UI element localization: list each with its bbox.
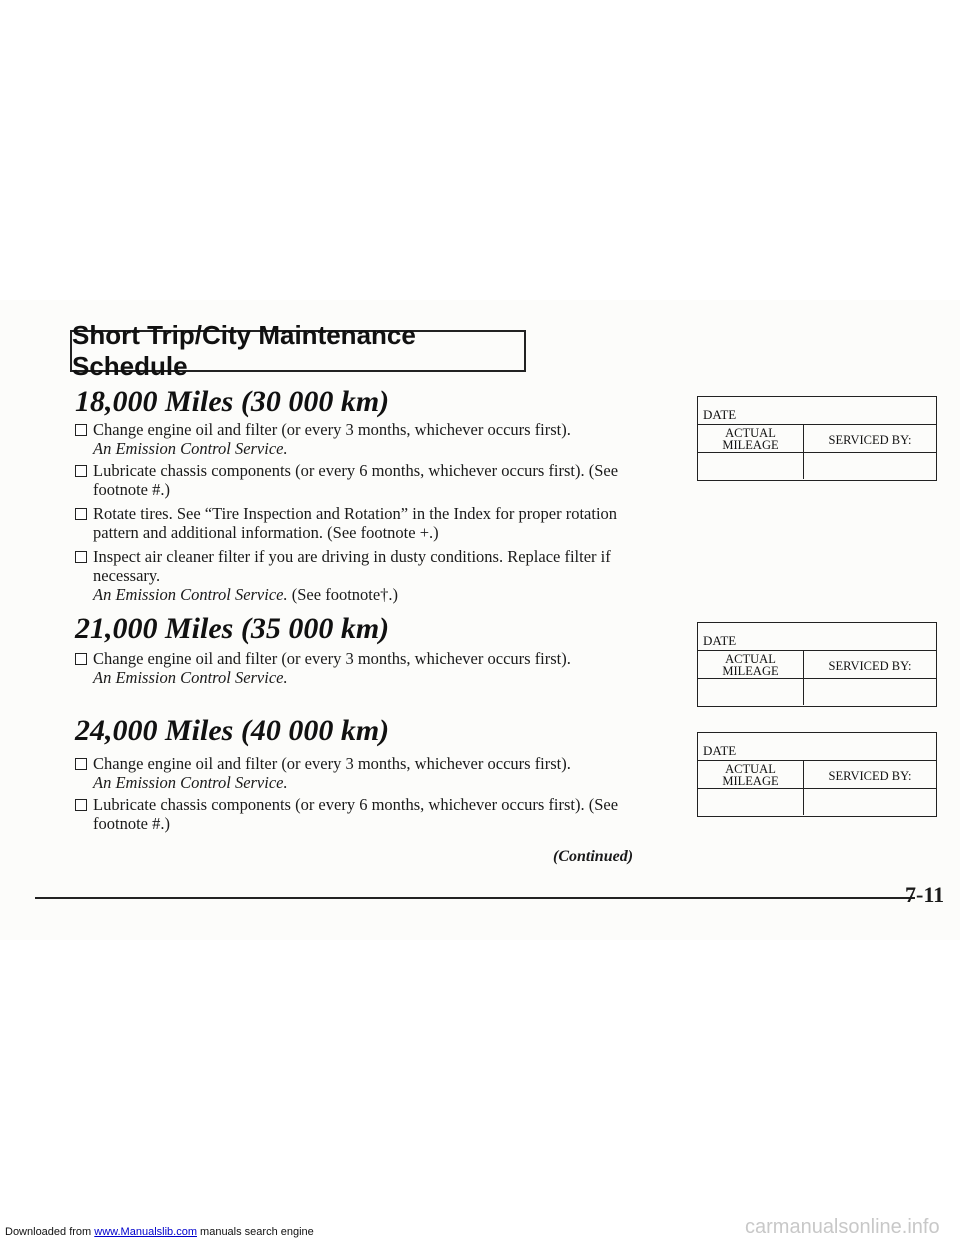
serviced-by-label: SERVICED BY: bbox=[828, 659, 912, 673]
watermark: carmanualsonline.info bbox=[745, 1216, 940, 1238]
schedule-title: Short Trip/City Maintenance Schedule bbox=[72, 320, 416, 381]
footer-rule bbox=[35, 897, 915, 899]
section-heading-21000: 21,000 Miles (35 000 km) bbox=[75, 612, 390, 645]
checkbox-icon[interactable] bbox=[75, 653, 87, 665]
serviced-by-field[interactable] bbox=[804, 453, 936, 479]
item-text: Rotate tires. See “Tire Inspection and Rotation” in the Index for proper rotation pattern and additional information. (See footnote +.) bbox=[93, 504, 618, 542]
date-field[interactable] bbox=[698, 623, 936, 651]
serviced-by-label: SERVICED BY: bbox=[828, 769, 912, 783]
date-label: DATE bbox=[703, 633, 737, 648]
download-suffix: manuals search engine bbox=[196, 1226, 314, 1238]
service-record-box bbox=[697, 732, 937, 817]
checklist-item bbox=[75, 504, 655, 542]
checklist-item bbox=[75, 649, 655, 687]
service-record-box bbox=[697, 622, 937, 707]
actual-mileage-field[interactable] bbox=[698, 789, 804, 815]
date-field[interactable] bbox=[698, 733, 936, 761]
checkbox-icon[interactable] bbox=[75, 508, 87, 520]
actual-mileage-field[interactable] bbox=[698, 453, 804, 479]
actual-mileage-label: ACTUAL MILEAGE bbox=[698, 761, 804, 788]
checklist-item bbox=[75, 461, 655, 499]
item-text: Lubricate chassis components (or every 6 months, whichever occurs first). (See footnote #.) bbox=[93, 795, 619, 833]
date-label: DATE bbox=[703, 743, 737, 758]
actual-mileage-field[interactable] bbox=[698, 679, 804, 705]
download-footer bbox=[5, 1226, 314, 1238]
serviced-by-field[interactable] bbox=[804, 679, 936, 705]
item-text: Inspect air cleaner filter if you are driving in dusty conditions. Replace filter if necessary. bbox=[93, 547, 611, 585]
item-note: An Emission Control Service. bbox=[93, 439, 288, 458]
section-heading-24000: 24,000 Miles (40 000 km) bbox=[75, 714, 390, 747]
manualslib-link[interactable]: www.Manualslib.com bbox=[94, 1226, 197, 1238]
checklist-item bbox=[75, 420, 655, 458]
checklist-item bbox=[75, 754, 655, 792]
item-note: An Emission Control Service. bbox=[93, 585, 288, 604]
actual-mileage-label: ACTUAL MILEAGE bbox=[698, 425, 804, 452]
date-field[interactable] bbox=[698, 397, 936, 425]
checkbox-icon[interactable] bbox=[75, 424, 87, 436]
date-label: DATE bbox=[703, 407, 737, 422]
schedule-title-box bbox=[70, 320, 526, 381]
actual-mileage-label: ACTUAL MILEAGE bbox=[698, 651, 804, 678]
section-heading-18000: 18,000 Miles (30 000 km) bbox=[75, 385, 390, 418]
continued-label: (Continued) bbox=[553, 848, 634, 865]
item-note: An Emission Control Service. bbox=[93, 773, 288, 792]
item-text: Change engine oil and filter (or every 3 months, whichever occurs first). bbox=[93, 754, 571, 773]
item-text: Lubricate chassis components (or every 6 months, whichever occurs first). (See footnote #.) bbox=[93, 461, 619, 499]
checklist-item bbox=[75, 547, 655, 604]
checkbox-icon[interactable] bbox=[75, 465, 87, 477]
item-footnote: (See footnote†.) bbox=[287, 585, 399, 604]
serviced-by-label: SERVICED BY: bbox=[828, 433, 912, 447]
download-prefix: Downloaded from bbox=[5, 1226, 95, 1238]
serviced-by-field[interactable] bbox=[804, 789, 936, 815]
item-note: An Emission Control Service. bbox=[93, 668, 288, 687]
page-number: 7-11 bbox=[905, 882, 945, 907]
service-record-box bbox=[697, 396, 937, 481]
checkbox-icon[interactable] bbox=[75, 799, 87, 811]
item-text: Change engine oil and filter (or every 3 months, whichever occurs first). bbox=[93, 649, 571, 668]
item-text: Change engine oil and filter (or every 3 months, whichever occurs first). bbox=[93, 420, 571, 439]
checklist-item bbox=[75, 795, 655, 833]
checkbox-icon[interactable] bbox=[75, 551, 87, 563]
checkbox-icon[interactable] bbox=[75, 758, 87, 770]
